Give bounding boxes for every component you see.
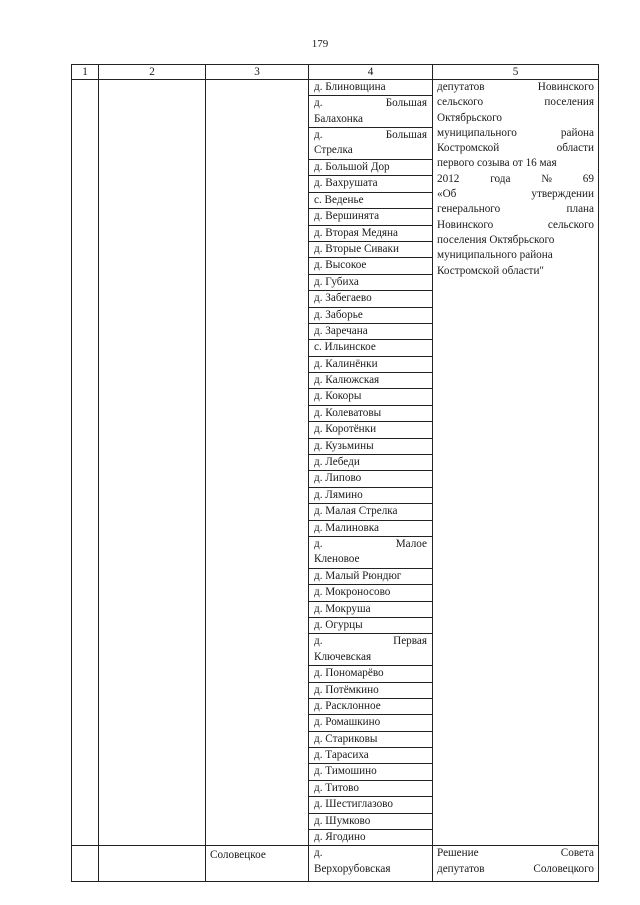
text-line: генерального плана <box>437 203 594 216</box>
text-line: сельского поселения <box>437 96 594 109</box>
settlement-item: д. Тимошино <box>309 764 432 780</box>
settlement-item: д. Лямино <box>309 488 432 504</box>
settlement-item: д. Большая Стрелка <box>309 128 432 160</box>
settlement-item: д. Кокоры <box>309 389 432 405</box>
settlement-item: д. Вторые Сиваки <box>309 242 432 258</box>
text-line: депутатов Соловецкого <box>437 862 594 875</box>
settlement-item: д. Заречана <box>309 324 432 340</box>
header-col-5: 5 <box>433 65 599 80</box>
settlement-item: д. Кузьмины <box>309 439 432 455</box>
settlement-item: д. Губиха <box>309 275 432 291</box>
text-line: муниципального района <box>437 249 553 262</box>
settlement-item: д. Высокое <box>309 258 432 274</box>
text-line: Решение Совета <box>437 847 594 860</box>
settlement-item: д. Огурцы <box>309 618 432 634</box>
header-col-1: 1 <box>72 65 99 80</box>
settlements-list-cell <box>309 80 433 846</box>
page-number: 179 <box>311 38 329 50</box>
header-col-2: 2 <box>99 65 206 80</box>
settlement-item: д. Мокруша <box>309 602 432 618</box>
settlement-item: д. Малый Рюндюг <box>309 569 432 585</box>
settlement-item: с. Веденье <box>309 193 432 209</box>
settlement-item: д. Пономарёво <box>309 666 432 682</box>
settlement-item: д. Малая Стрелка <box>309 504 432 520</box>
settlement-item: д. Малое Кленовое <box>309 537 432 569</box>
text-line: поселения Октябрьского <box>437 233 555 246</box>
document-reference-text <box>437 846 594 877</box>
settlement-item: д. Малиновка <box>309 521 432 537</box>
header-col-3: 3 <box>206 65 309 80</box>
table-row <box>72 846 599 882</box>
settlement-item: д. Большой Дор <box>309 160 432 176</box>
settlements-list <box>309 80 432 845</box>
settlement-item: д. Ромашкино <box>309 715 432 731</box>
settlement-item: д. Калюжская <box>309 373 432 389</box>
settlement-item: д. Заборье <box>309 308 432 324</box>
text-line: Октябрьского <box>437 111 502 124</box>
settlement-item: д. Потёмкино <box>309 683 432 699</box>
settlement-item: д. Тарасиха <box>309 748 432 764</box>
settlement-item: д. Вторая Медяна <box>309 226 432 242</box>
settlement-item: д. Первая Ключевская <box>309 634 432 666</box>
text-line: первого созыва от 16 мая <box>437 157 557 170</box>
settlement-item: д. Шумково <box>309 814 432 830</box>
text-line: муниципального района <box>437 126 594 139</box>
settlement-item: д. Калинёнки <box>309 357 432 373</box>
settlements-table <box>71 64 599 882</box>
text-line: 2012 года № 69 <box>437 172 594 185</box>
settlement-item: д. Шестиглазово <box>309 797 432 813</box>
settlement-name-cell: Соловецкое <box>206 846 309 882</box>
text-line: Костромской области <box>437 142 594 155</box>
cell-col-2 <box>99 846 206 882</box>
cell-col-2 <box>99 80 206 846</box>
settlement-item: д. Липово <box>309 471 432 487</box>
cell-col-1 <box>72 846 99 882</box>
settlement-item: д. Блиновщина <box>309 80 432 96</box>
table-header-row <box>72 65 599 80</box>
settlement-item: д. Мокроносово <box>309 585 432 601</box>
document-reference-cell <box>433 80 599 846</box>
settlement-item: д. Лебеди <box>309 455 432 471</box>
text-line: депутатов Новинского <box>437 81 594 93</box>
settlement-item: д. Забегаево <box>309 291 432 307</box>
text-line: Костромской области" <box>437 264 544 277</box>
settlement-item: с. Ильинское <box>309 340 432 356</box>
text-line: Новинского сельского <box>437 218 594 231</box>
settlement-item: д. Коротёнки <box>309 422 432 438</box>
village-name: д. Верхорубовская <box>314 847 391 875</box>
text-line: «Об утверждении <box>437 188 594 201</box>
table-row <box>72 80 599 846</box>
settlement-item: д. Расклонное <box>309 699 432 715</box>
settlement-item: д. Титово <box>309 781 432 797</box>
settlement-item: д. Большая Балахонка <box>309 96 432 128</box>
cell-col-3 <box>206 80 309 846</box>
settlement-item: д. Вершинята <box>309 209 432 225</box>
settlement-item: д. Ягодино <box>314 831 366 844</box>
village-cell <box>309 846 433 882</box>
header-col-4: 4 <box>309 65 433 80</box>
settlement-item: д. Вахрушата <box>309 176 432 192</box>
settlement-item: д. Колеватовы <box>309 406 432 422</box>
settlement-item: д. Стариковы <box>309 732 432 748</box>
document-reference-text <box>437 80 594 279</box>
document-reference-cell <box>433 846 599 882</box>
cell-col-1 <box>72 80 99 846</box>
